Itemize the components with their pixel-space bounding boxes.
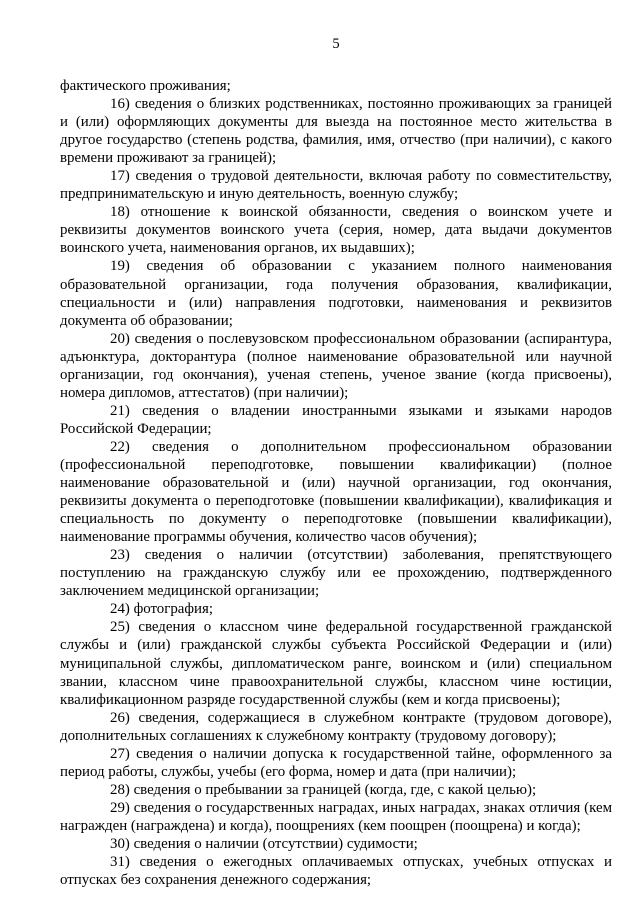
list-item: 24) фотография; <box>110 601 213 618</box>
document-body <box>60 77 612 889</box>
list-item: 28) сведения о пребывании за границей (когда, где, с какой целью); <box>110 781 537 798</box>
list-item: 21) сведения о владении иностранными языками и языками народов Российской Федерации; <box>60 402 612 437</box>
page-number: 5 <box>332 36 340 52</box>
list-item: 27) сведения о наличии допуска к государственной тайне, оформленного за период работы, службы, учебы (его форма, номер и дата (при наличии); <box>60 745 612 780</box>
list-item: 16) сведения о близких родственниках, постоянно проживающих за границей и (или) оформляющих документы для выезда на постоянное место жительства в другое государство (степень родства, фамилия, имя, отчество (при наличии), с какого времени проживают за границей); <box>60 96 612 167</box>
list-item: 30) сведения о наличии (отсутствии) судимости; <box>110 835 418 852</box>
list-item: 19) сведения об образовании с указанием полного наименования образовательной организации, года получения образования, квалификации, специальности и (или) направления подготовки, наименования и реквизитов документа об образовании; <box>60 258 612 329</box>
list-item: 23) сведения о наличии (отсутствии) заболевания, препятствующего поступлению на гражданскую службу или ее прохождению, подтвержденного заключением медицинской организации; <box>60 547 612 600</box>
continuation-paragraph: фактического проживания; <box>60 78 231 94</box>
list-item: 31) сведения о ежегодных оплачиваемых отпусках, учебных отпусках и отпусках без сохранения денежного содержания; <box>60 854 612 889</box>
list-item: 17) сведения о трудовой деятельности, включая работу по совместительству, предпринимательскую и иную деятельность, военную службу; <box>60 168 612 203</box>
list-item: 18) отношение к воинской обязанности, сведения о воинском учете и реквизиты документов воинского учета (серия, номер, дата выдачи документов воинского учета, наименования органов, их выдавших); <box>60 204 612 257</box>
list-item: 25) сведения о классном чине федеральной государственной гражданской службы и (или) гражданской службы субъекта Российской Федерации и (или) муниципальной службы, дипломатическом ранге, воинском и (или) специальном звании, классном чине правоохранительной службы, классном чине юстиции, квалификационном разряде государственной службы (кем и когда присвоены); <box>60 619 612 708</box>
list-item: 29) сведения о государственных наградах, иных наградах, знаках отличия (кем награжден (награждена) и когда), поощрениях (кем поощрен (поощрена) и когда); <box>60 799 612 834</box>
list-item: 22) сведения о дополнительном профессиональном образовании (профессиональной переподготовке, повышении квалификации) (полное наименование образовательной и (или) научной организации, год окончания, реквизиты документа о переподготовке (повышении квалификации), квалификация и специальность по документу о переподготовке (повышении квалификации), наименование программы обучения, количество часов обучения); <box>60 438 612 546</box>
list-item: 26) сведения, содержащиеся в служебном контракте (трудовом договоре), дополнительных соглашениях к служебному контракту (трудовому договору); <box>60 709 612 744</box>
list-item: 20) сведения о послевузовском профессиональном образовании (аспирантура, адъюнктура, докторантура (полное наименование образовательной или научной организации, год окончания), ученая степень, ученое звание (когда присвоены), номера дипломов, аттестатов) (при наличии); <box>60 330 612 401</box>
